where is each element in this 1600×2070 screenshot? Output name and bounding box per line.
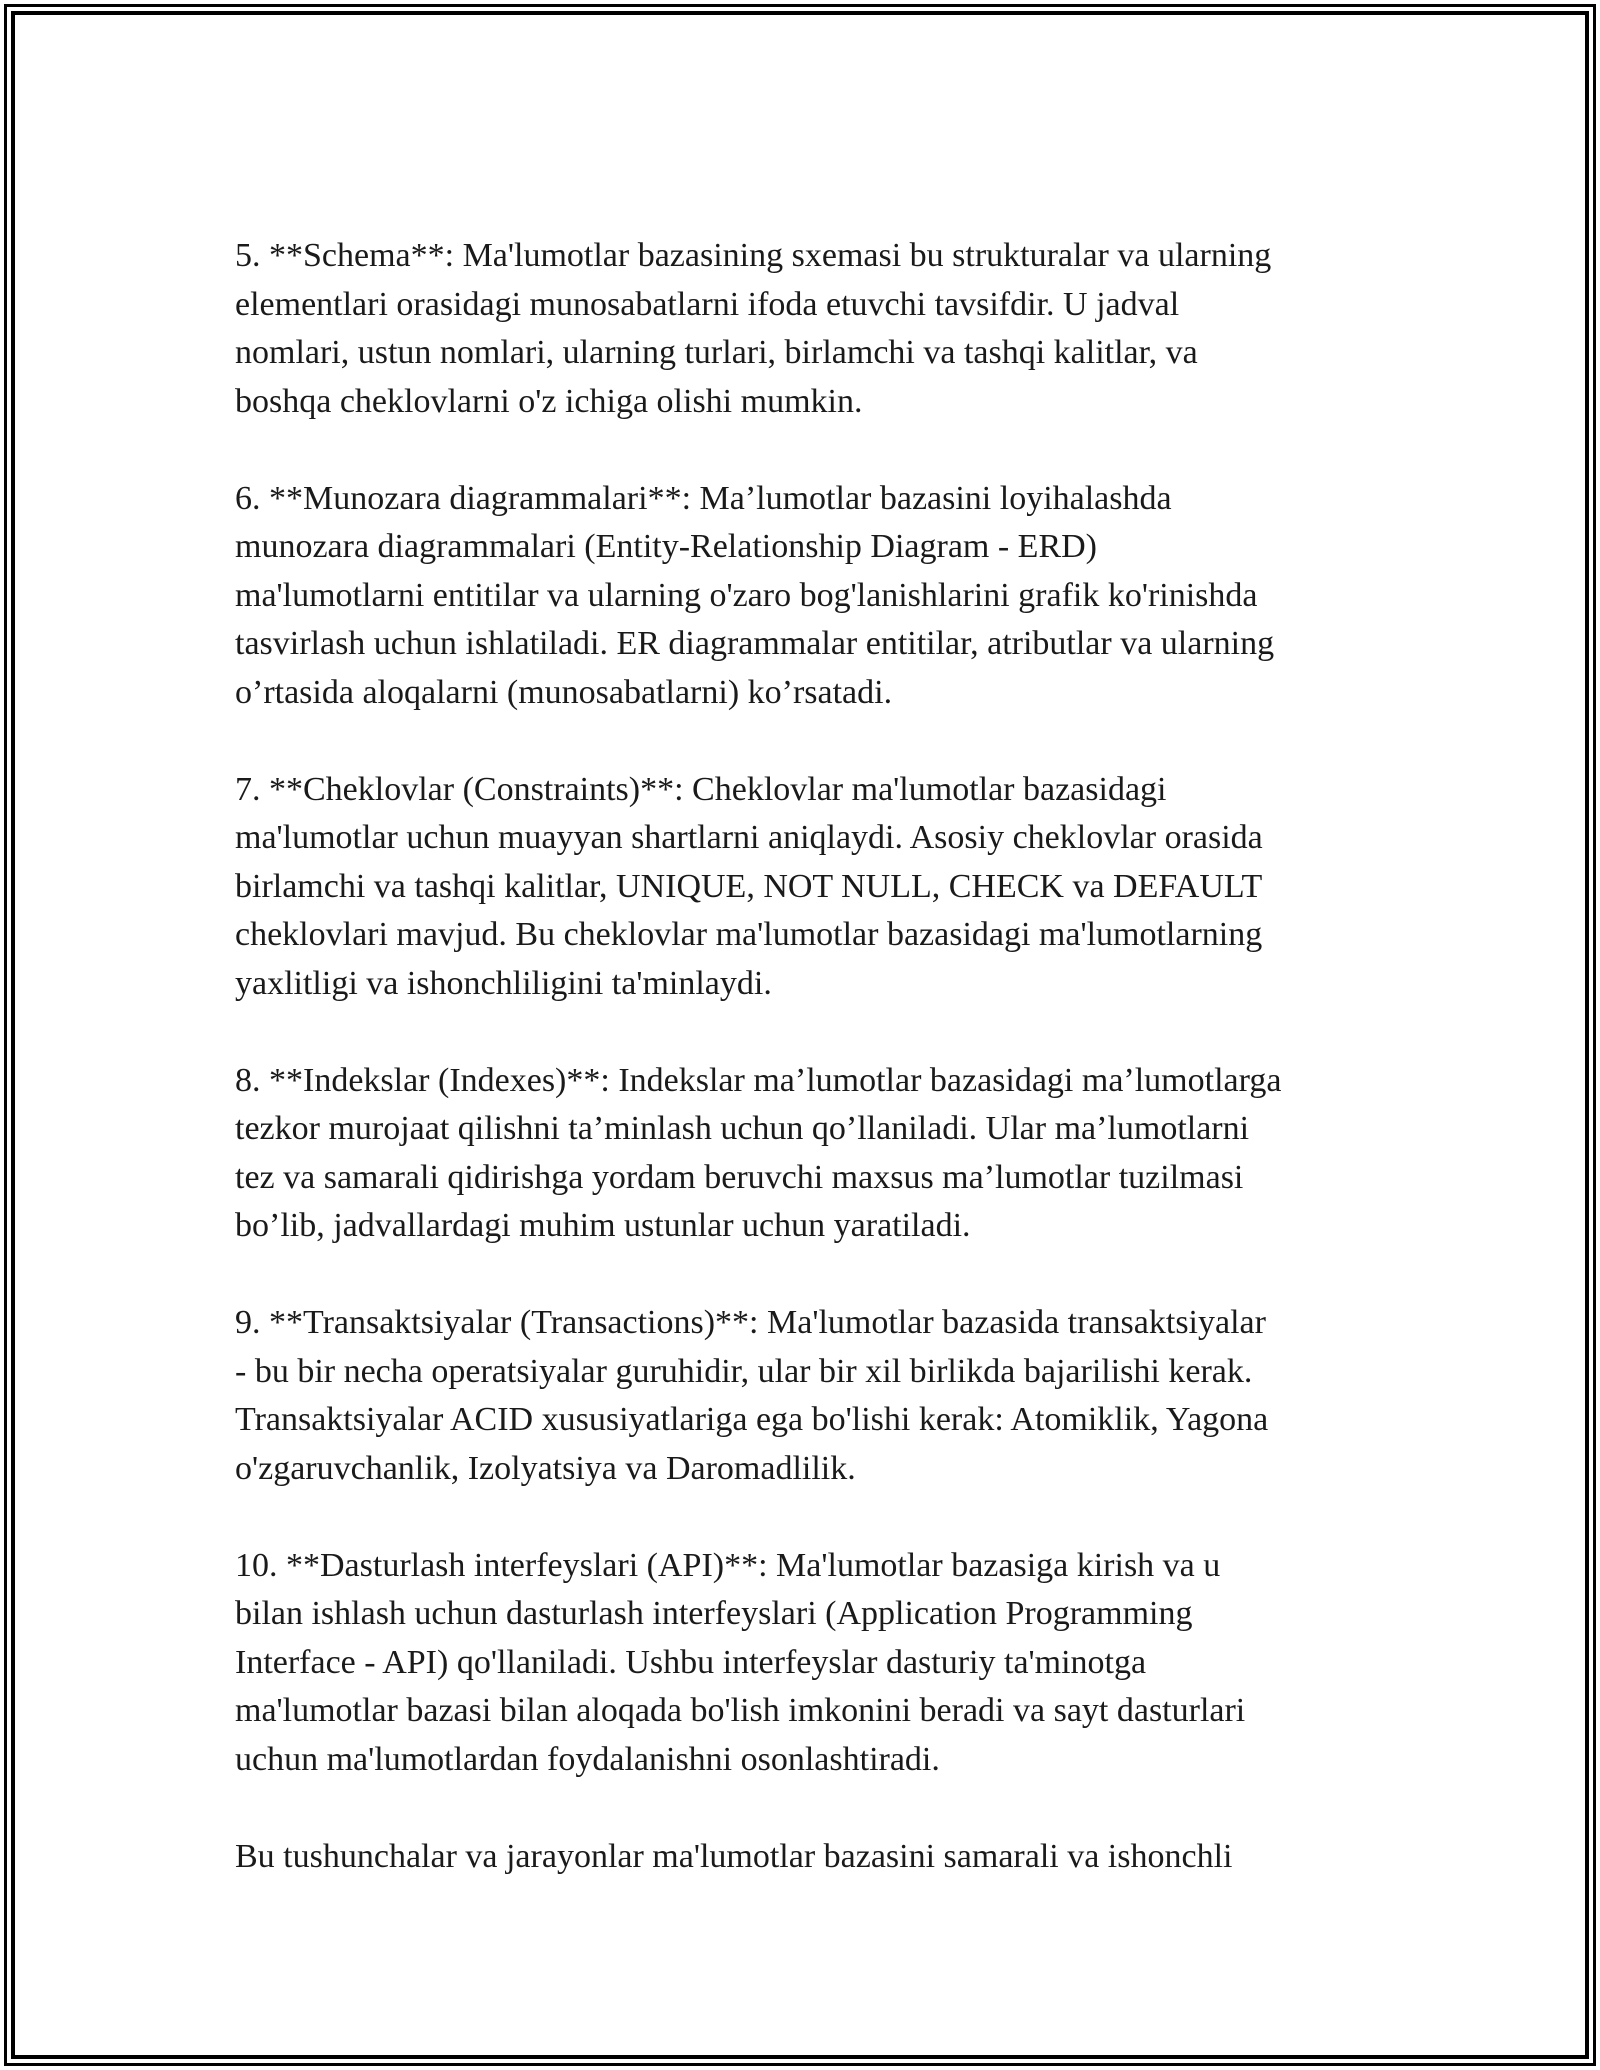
text-line: 9. **Transaktsiyalar (Transactions)**: Ma'lumotlar bazasida transaktsiyalar bbox=[235, 1304, 1266, 1341]
text-line: nomlari, ustun nomlari, ularning turlari, birlamchi va tashqi kalitlar, va bbox=[235, 334, 1198, 371]
text-line: bilan ishlash uchun dasturlash interfeyslari (Application Programming bbox=[235, 1595, 1193, 1632]
paragraph-transactions bbox=[235, 1299, 1405, 1493]
text-line: ma'lumotlar bazasi bilan aloqada bo'lish imkonini beradi va sayt dasturlari bbox=[235, 1692, 1246, 1729]
paragraph-conclusion bbox=[235, 1833, 1405, 1882]
text-line: Interface - API) qo'llaniladi. Ushbu interfeyslar dasturiy ta'minotga bbox=[235, 1643, 1147, 1681]
paragraph-erd bbox=[235, 475, 1405, 718]
paragraph-schema bbox=[235, 232, 1405, 426]
text-line: tezkor murojaat qilishni ta’minlash uchun qo’llaniladi. Ular ma’lumotlarni bbox=[235, 1110, 1250, 1147]
text-line: 10. **Dasturlash interfeyslari (API)**: Ma'lumotlar bazasiga kirish va u bbox=[235, 1546, 1221, 1584]
text-line: boshqa cheklovlarni o'z ichiga olishi mumkin. bbox=[235, 382, 863, 420]
text-line: tasvirlash uchun ishlatiladi. ER diagrammalar entitilar, atributlar va ularning bbox=[235, 625, 1275, 662]
text-line: Bu tushunchalar va jarayonlar ma'lumotlar bazasini samarali va ishonchli bbox=[235, 1837, 1233, 1875]
text-line: birlamchi va tashqi kalitlar, UNIQUE, NOT NULL, CHECK va DEFAULT bbox=[235, 867, 1263, 905]
paragraph-constraints bbox=[235, 766, 1405, 1009]
text-line: cheklovlari mavjud. Bu cheklovlar ma'lumotlar bazasidagi ma'lumotlarning bbox=[235, 916, 1263, 953]
text-line: ma'lumotlar uchun muayyan shartlarni aniqlaydi. Asosiy cheklovlar orasida bbox=[235, 819, 1263, 856]
text-line: 6. **Munozara diagrammalari**: Ma’lumotlar bazasini loyihalashda bbox=[235, 479, 1172, 517]
text-line: elementlari orasidagi munosabatlarni ifoda etuvchi tavsifdir. U jadval bbox=[235, 285, 1180, 323]
text-line: o'zgaruvchanlik, Izolyatsiya va Daromadlilik. bbox=[235, 1449, 856, 1487]
paragraph-indexes bbox=[235, 1057, 1405, 1251]
text-line: uchun ma'lumotlardan foydalanishni osonlashtiradi. bbox=[235, 1740, 940, 1778]
document-body bbox=[235, 232, 1405, 1930]
text-line: yaxlitligi va ishonchliligini ta'minlaydi. bbox=[235, 964, 772, 1002]
text-line: - bu bir necha operatsiyalar guruhidir, ular bir xil birlikda bajarilishi kerak. bbox=[235, 1352, 1253, 1390]
paragraph-api bbox=[235, 1542, 1405, 1785]
text-line: ma'lumotlarni entitilar va ularning o'zaro bog'lanishlarini grafik ko'rinishda bbox=[235, 576, 1258, 614]
text-line: tez va samarali qidirishga yordam beruvchi maxsus ma’lumotlar tuzilmasi bbox=[235, 1158, 1244, 1196]
text-line: bo’lib, jadvallardagi muhim ustunlar uchun yaratiladi. bbox=[235, 1207, 971, 1244]
text-line: munozara diagrammalari (Entity-Relationship Diagram - ERD) bbox=[235, 528, 1098, 565]
text-line: o’rtasida aloqalarni (munosabatlarni) ko’rsatadi. bbox=[235, 673, 893, 711]
text-line: 8. **Indekslar (Indexes)**: Indekslar ma’lumotlar bazasidagi ma’lumotlarga bbox=[235, 1061, 1282, 1099]
text-line: 7. **Cheklovlar (Constraints)**: Cheklovlar ma'lumotlar bazasidagi bbox=[235, 770, 1167, 808]
text-line: 5. **Schema**: Ma'lumotlar bazasining sxemasi bu strukturalar va ularning bbox=[235, 237, 1272, 274]
text-line: Transaktsiyalar ACID xususiyatlariga ega bo'lishi kerak: Atomiklik, Yagona bbox=[235, 1401, 1269, 1438]
